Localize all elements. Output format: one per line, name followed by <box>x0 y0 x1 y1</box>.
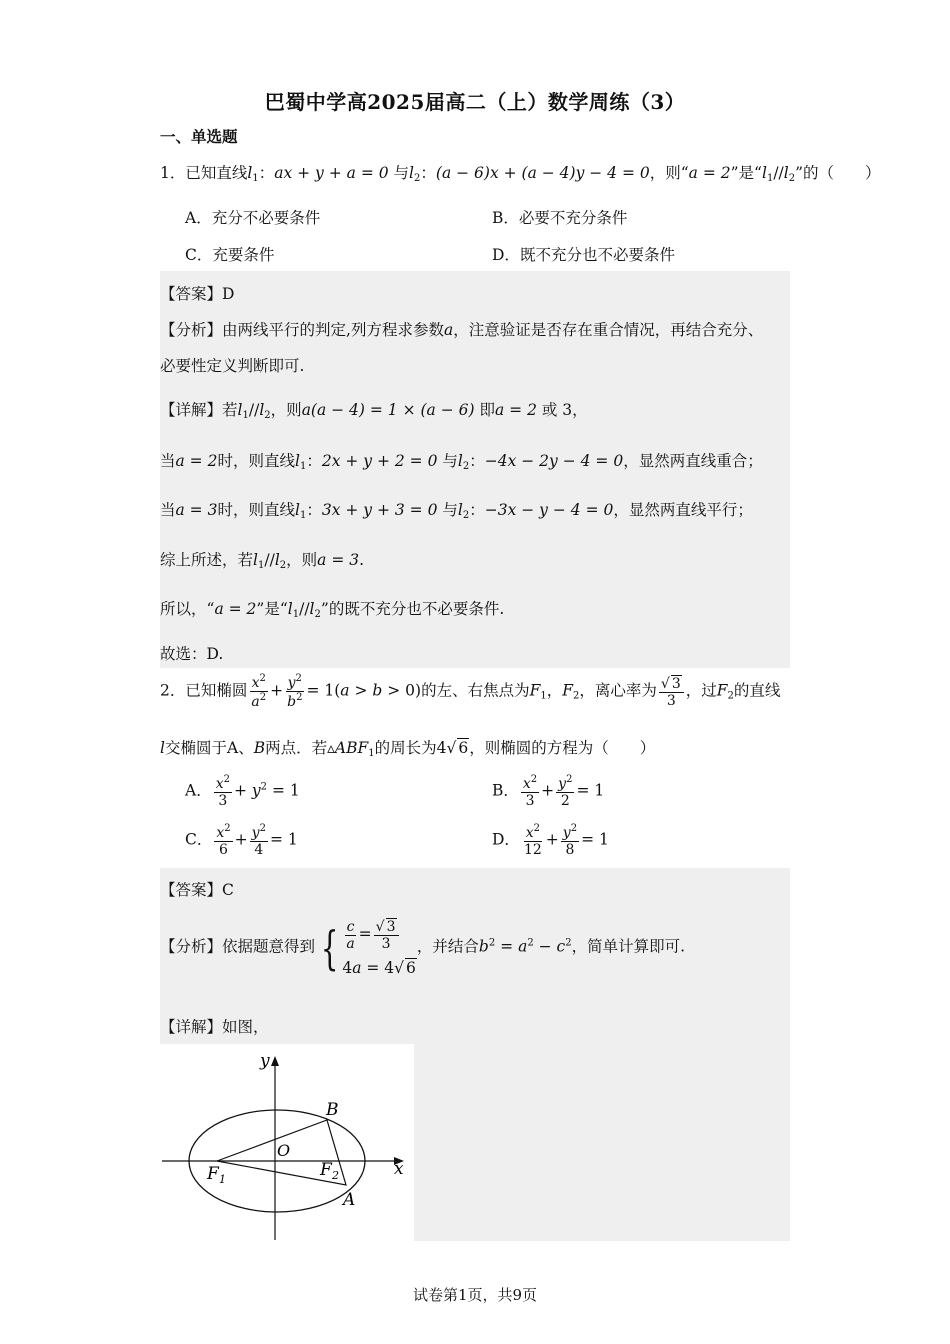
label-a: A <box>343 1190 356 1210</box>
q2-answer: 【答案】C <box>160 881 234 899</box>
q1-detail-2: 当a = 2时，则直线$l_1$：2x + y + 2 = 0 与$l_2$：−4x − 2y − 4 = 0，显然两直线重合； <box>160 452 763 472</box>
q2-option-b[interactable]: B． $\frac{x^2}{3}$ + $\frac{y^2}{2}$ = 1 <box>492 774 605 810</box>
page-footer: 试卷第1页，共9页 <box>412 1286 538 1304</box>
ellipse-figure <box>160 1044 414 1241</box>
q1-analysis: 【分析】由两线平行的判定,列方程求参数a，注意验证是否存在重合情况，再结合充分、 <box>160 321 764 339</box>
q1-option-a[interactable]: A．充分不必要条件 <box>185 209 321 227</box>
q2-stem-cont: l交椭圆于A、B两点．若$▵ABF_1$的周长为4√ 6，则椭圆的方程为（ ） <box>160 739 656 759</box>
section-title: 一、单选题 <box>160 127 238 146</box>
label-b: B <box>326 1100 339 1120</box>
q1-stem: 1．已知直线$l_1$：ax + y + a = 0 与$l_2$：(a − 6)x + (a − 4)y − 4 = 0，则“a = 2”是“$l_1//l_2$”的（ ） <box>160 164 881 184</box>
label-f2-sub: 2 <box>332 1169 339 1182</box>
q1-detail-6: 故选：D. <box>160 645 224 663</box>
q1-detail-3: 当a = 3时，则直线$l_1$：3x + y + 3 = 0 与$l_2$：−3x − y − 4 = 0，显然两直线平行； <box>160 501 753 521</box>
q1-option-c[interactable]: C．充要条件 <box>185 246 275 264</box>
q1-option-b[interactable]: B．必要不充分条件 <box>492 209 628 227</box>
page-title: 巴蜀中学高2025届高二（上）数学周练（3） <box>264 90 686 114</box>
q1-answer: 【答案】D <box>160 285 235 303</box>
q2-detail: 【详解】如图， <box>160 1018 269 1036</box>
q1-detail-5: 所以，“a = 2”是“$l_1//l_2$”的既不充分也不必要条件. <box>160 600 505 620</box>
q2-option-c[interactable]: C． $\frac{x^2}{6}$ + $\frac{y^2}{4}$ = 1 <box>185 823 298 859</box>
label-f2: F <box>320 1160 332 1180</box>
q1-analysis-cont: 必要性定义判断即可. <box>160 357 305 375</box>
q2-option-a[interactable]: A． $\frac{x^2}{3}$ + $y^2 = 1$ <box>185 774 300 810</box>
q1-detail-4: 综上所述，若$l_1//l_2$，则a = 3. <box>160 551 365 571</box>
label-x: x <box>394 1159 404 1179</box>
q1-option-d[interactable]: D．既不充分也不必要条件 <box>492 246 675 264</box>
q2-analysis: 【分析】依据题意得到 { $\frac{c}{a}$ = $\frac{√ 3}{3}$ 4a = 4√ 6 ，并结合$b^2 = a^2 - c^2$，简单计算即可. <box>160 918 686 978</box>
q2-option-d[interactable]: D． $\frac{x^2}{12}$ + $\frac{y^2}{8}$ = 1 <box>492 823 609 859</box>
q1-detail-1: 【详解】若$l_1//l_2$，则a(a − 4) = 1 × (a − 6) 即a = 2 或 3， <box>160 401 588 421</box>
q2-stem: 2．已知椭圆 $\frac{x^2}{a^2}$ + $\frac{y^2}{b^2}$ = 1(a > b > 0)的左、右焦点为$F_1$，$F_2$，离心率为 $\frac{√ 3}{3}$ ，过$F_2$的直线 <box>160 673 781 711</box>
label-f1-sub: 1 <box>219 1173 226 1186</box>
label-y: y <box>260 1051 270 1071</box>
label-o: O <box>277 1141 291 1160</box>
label-f1: F <box>207 1164 219 1184</box>
